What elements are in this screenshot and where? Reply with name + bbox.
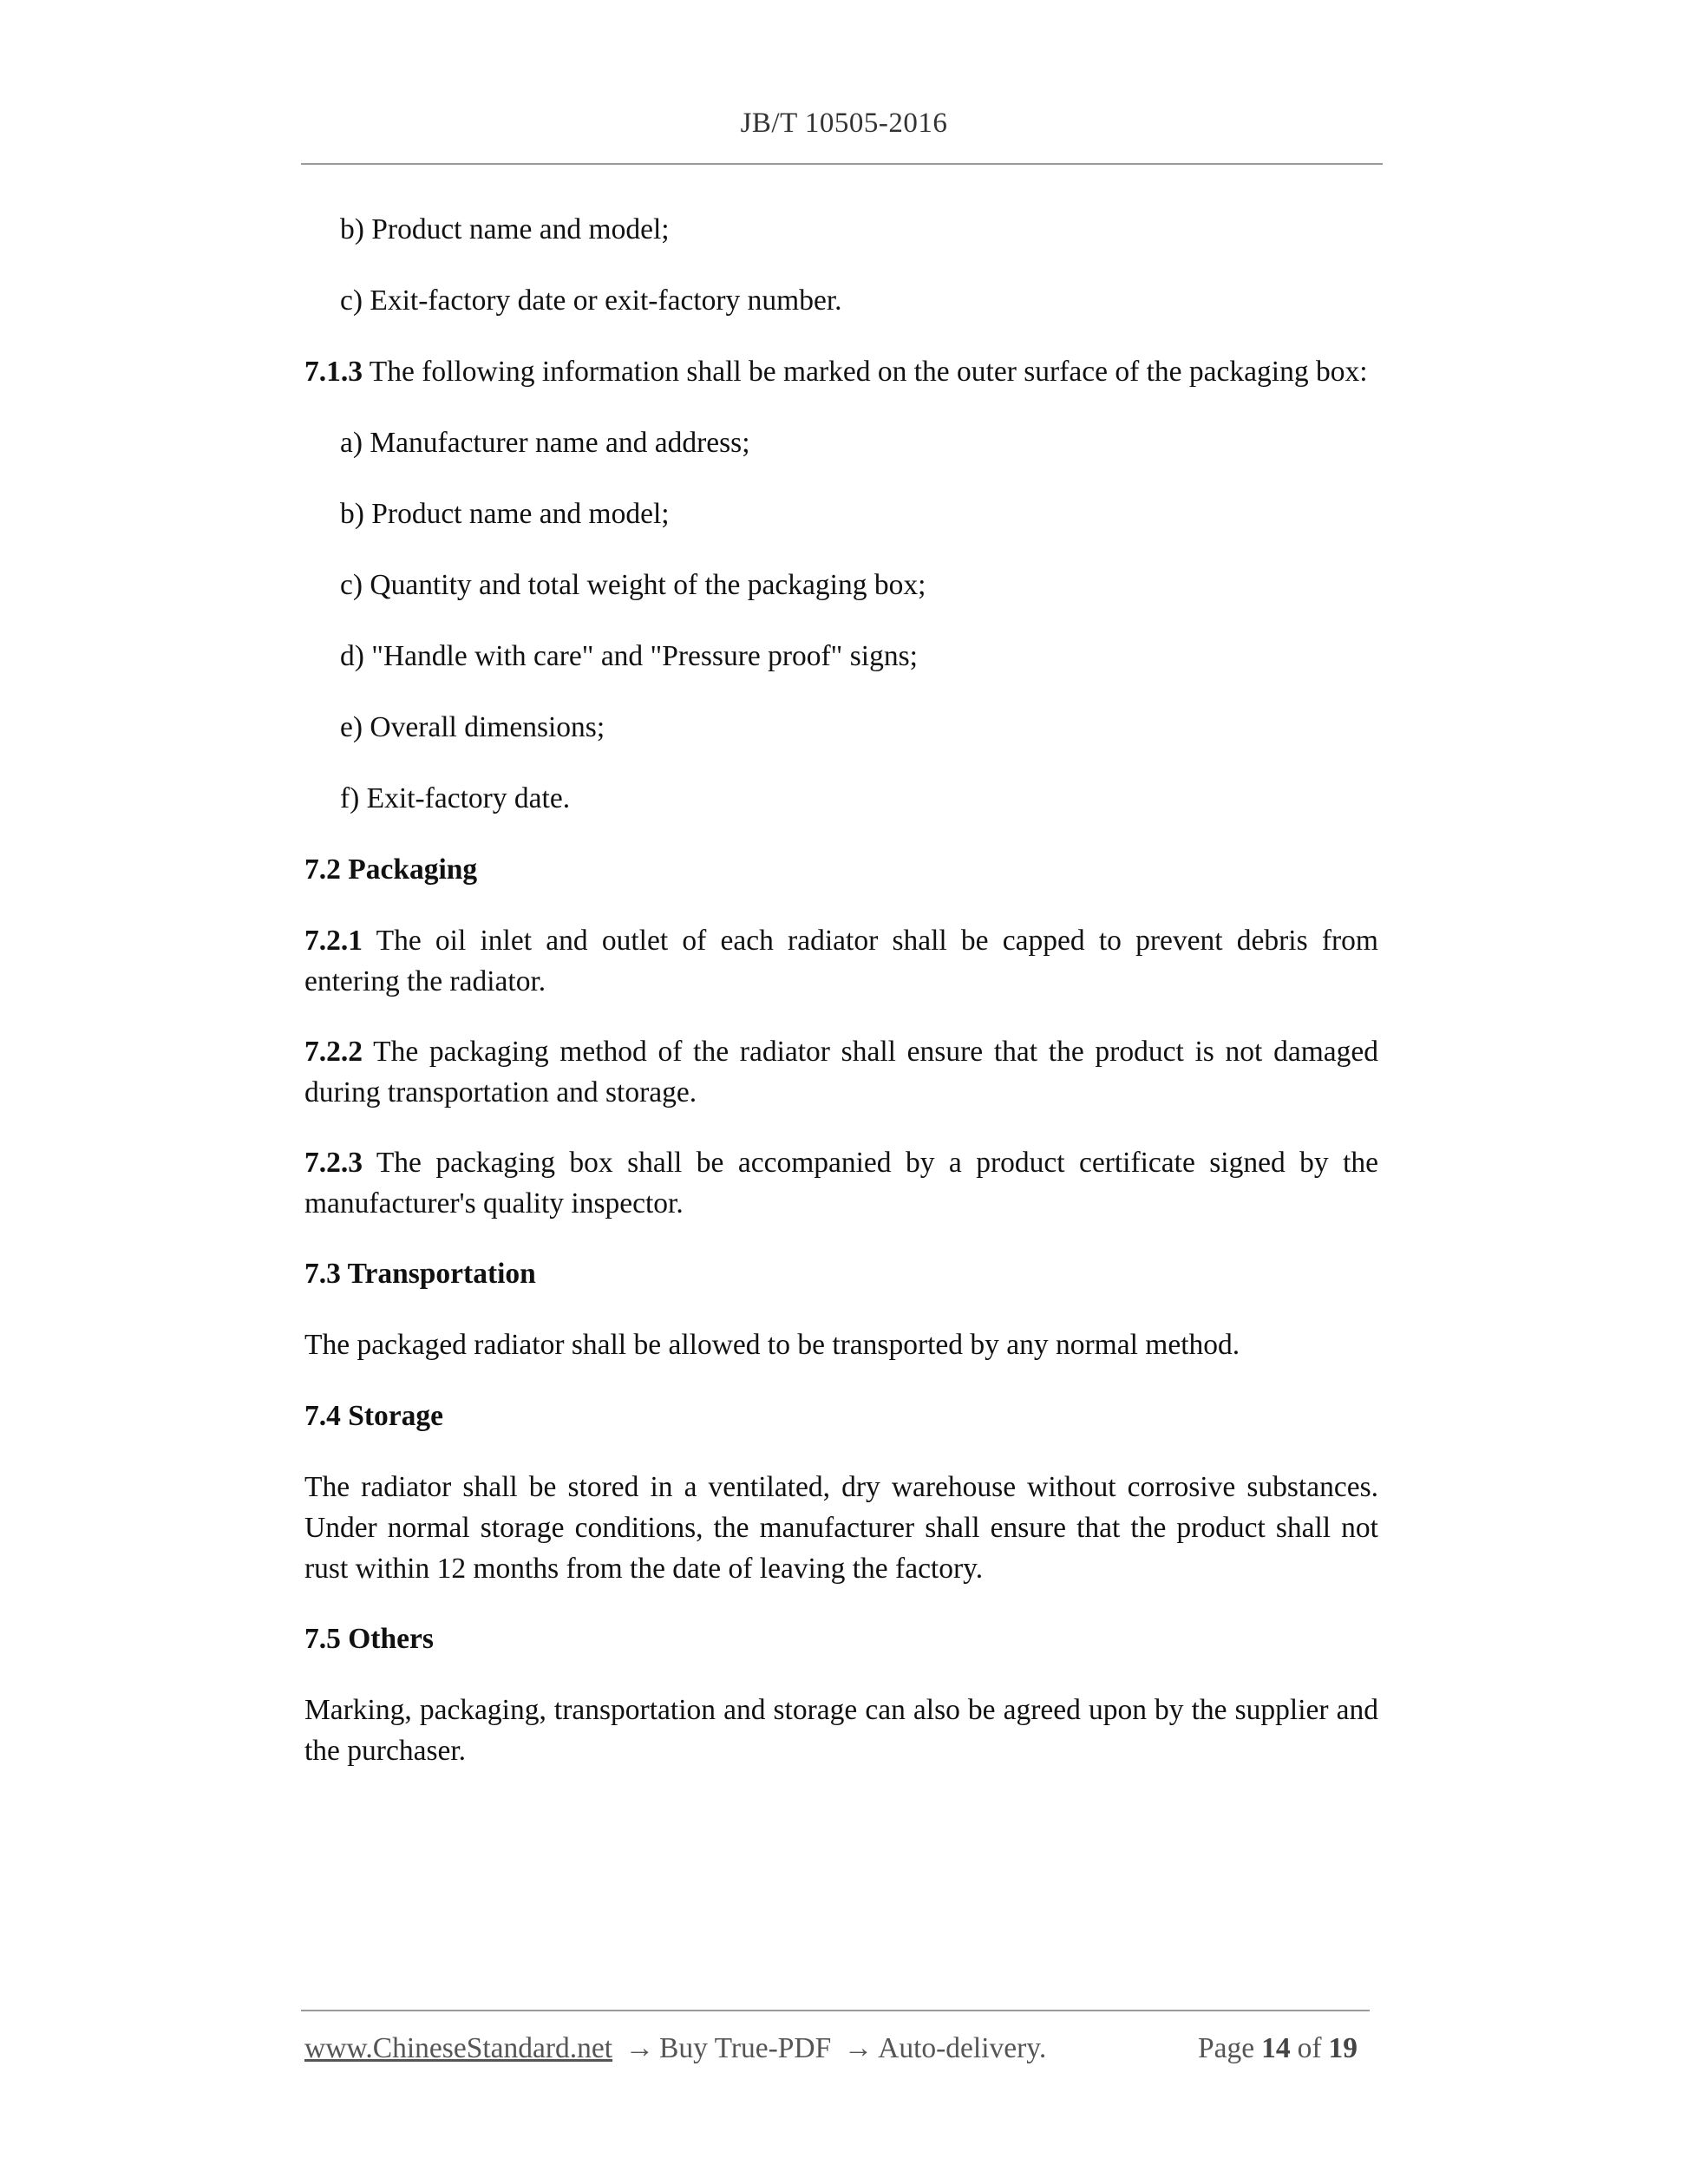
document-id-header: JB/T 10505-2016 (740, 108, 948, 139)
list-item-f-exit-date: f) Exit-factory date. (340, 782, 571, 814)
paragraph-transportation: The packaged radiator shall be allowed to be transported by any normal method. (304, 1329, 1240, 1361)
footer-divider (301, 2010, 1370, 2011)
header-divider (301, 163, 1383, 165)
arrow-right-icon: → (843, 2032, 873, 2064)
arrow-right-icon: → (625, 2032, 654, 2064)
page-total: 19 (1328, 2032, 1358, 2064)
page-indicator (1198, 2028, 1364, 2069)
clause-7-2-1 (304, 920, 1378, 1002)
clause-number: 7.1.3 (304, 356, 363, 388)
clause-text: The packaging box shall be accompanied by a product certificate signed by the manufacturer's quality inspector. (304, 1147, 1378, 1220)
list-item-c-quantity-weight: c) Quantity and total weight of the packaging box; (340, 569, 926, 601)
list-item-c-exit-factory-date: c) Exit-factory date or exit-factory number. (340, 284, 842, 317)
list-item-e-dimensions: e) Overall dimensions; (340, 711, 605, 743)
clause-number: 7.2.1 (304, 925, 363, 957)
section-heading-7-5: 7.5 Others (304, 1623, 434, 1655)
site-link[interactable]: www.ChineseStandard.net (304, 2032, 613, 2064)
section-heading-7-3: 7.3 Transportation (304, 1258, 536, 1290)
clause-7-2-2 (304, 1031, 1378, 1113)
auto-delivery-text: Auto-delivery. (878, 2032, 1047, 2064)
paragraph-storage: The radiator shall be stored in a ventilated, dry warehouse without corrosive substances. Under normal storage conditions, the manufacturer shall ensure that the product shall not rust within 12 months from the date of leaving the factory. (304, 1471, 1378, 1585)
list-item-d-handle-signs: d) "Handle with care" and "Pressure proof" signs; (340, 640, 918, 672)
clause-number: 7.2.3 (304, 1147, 363, 1179)
list-item-b-product-name: b) Product name and model; (340, 213, 670, 245)
page-current: 14 (1261, 2032, 1291, 2064)
footer-links (304, 2028, 1046, 2069)
clause-7-2-3 (304, 1142, 1378, 1224)
section-heading-7-2: 7.2 Packaging (304, 853, 478, 886)
list-item-b-product-name-2: b) Product name and model; (340, 498, 670, 530)
clause-number: 7.2.2 (304, 1036, 363, 1068)
buy-true-pdf-text: Buy True-PDF (658, 2032, 832, 2064)
of-label: of (1297, 2032, 1322, 2064)
paragraph-others: Marking, packaging, transportation and storage can also be agreed upon by the supplier and the purchaser. (304, 1694, 1378, 1767)
list-item-a-manufacturer: a) Manufacturer name and address; (340, 427, 750, 459)
clause-text: The following information shall be marked on the outer surface of the packaging box: (363, 356, 1368, 388)
clause-text: The packaging method of the radiator shall ensure that the product is not damaged during transportation and storage. (304, 1036, 1378, 1108)
page-label: Page (1197, 2032, 1255, 2064)
clause-text: The oil inlet and outlet of each radiator shall be capped to prevent debris from entering the radiator. (304, 925, 1378, 997)
clause-7-1-3 (304, 351, 1368, 392)
section-heading-7-4: 7.4 Storage (304, 1400, 444, 1432)
